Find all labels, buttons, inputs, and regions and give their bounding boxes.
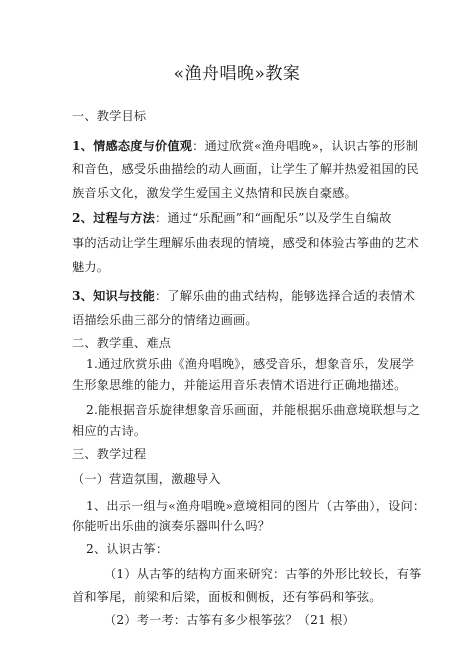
objective-3-colon: ： bbox=[155, 289, 168, 303]
process-point-2: （2）考一考：古筝有多少根筝弦？（21 根） bbox=[104, 613, 355, 627]
objective-2-line-2: 事的活动让学生理解乐曲表现的情境，感受和体验古筝曲的艺术 bbox=[72, 236, 419, 250]
key-point-1-line-2: 生形象思维的能力，并能运用音乐表情术语进行正确地描述。 bbox=[72, 378, 407, 392]
objective-3-label: 3、知识与技能 bbox=[72, 289, 156, 303]
objective-1-line-1 bbox=[72, 138, 418, 154]
section-heading-key-points: 二、教学重、难点 bbox=[72, 336, 172, 350]
objective-2-colon: ： bbox=[155, 211, 168, 225]
objective-1-text-1: 通过欣赏«渔舟唱晚»，认识古筝的形制 bbox=[204, 139, 419, 153]
key-point-2-line-1: 2.能根据音乐旋律想象音乐画面，并能根据乐曲意境联想与之 bbox=[86, 403, 421, 417]
process-point-1-line-1: （1）从古筝的结构方面来研究：古筝的外形比较长，有筝 bbox=[104, 567, 422, 581]
objective-2-line-3: 魅力。 bbox=[72, 260, 110, 274]
objective-3-line-1 bbox=[72, 288, 415, 304]
objective-3-text-1: 了解乐曲的曲式结构，能够选择合适的表情术 bbox=[167, 289, 416, 303]
objective-2-label: 2、过程与方法 bbox=[72, 211, 156, 225]
process-step-1-line-1: 1、出示一组与«渔舟唱晚»意境相同的图片（古筝曲），设问： bbox=[86, 499, 426, 513]
section-heading-process: 三、教学过程 bbox=[72, 447, 147, 461]
document-title: «渔舟唱晚»教案 bbox=[173, 64, 301, 84]
objective-1-label: 1、情感态度与价值观 bbox=[72, 139, 193, 153]
section-heading-objectives: 一、教学目标 bbox=[72, 109, 147, 123]
process-step-1-line-2: 你能听出乐曲的演奏乐器叫什么吗？ bbox=[72, 519, 271, 533]
objective-2-text-1: 通过“乐配画”和“画配乐”以及学生自编故 bbox=[167, 211, 392, 225]
key-point-1-line-1: 1.通过欣赏乐曲《渔舟唱晚》，感受音乐，想象音乐，发展学 bbox=[86, 357, 415, 371]
process-subheading-1: （一）营造氛围，激趣导入 bbox=[72, 472, 221, 486]
process-point-1-line-2: 首和筝尾，前梁和后梁，面板和侧板，还有筝码和筝弦。 bbox=[72, 590, 382, 604]
process-step-2: 2、认识古筝： bbox=[86, 542, 169, 556]
objective-1-line-3: 族音乐文化，激发学生爱国主义热情和民族自豪感。 bbox=[72, 186, 357, 200]
objective-1-colon: ： bbox=[192, 139, 205, 153]
objective-1-line-2: 和音色，感受乐曲描绘的动人画面，让学生了解并热爱祖国的民 bbox=[72, 162, 419, 176]
objective-2-line-1 bbox=[72, 210, 391, 226]
key-point-2-line-2: 相应的古诗。 bbox=[72, 424, 147, 438]
objective-3-line-2: 语描绘乐曲三部分的情绪边画画。 bbox=[72, 313, 258, 327]
